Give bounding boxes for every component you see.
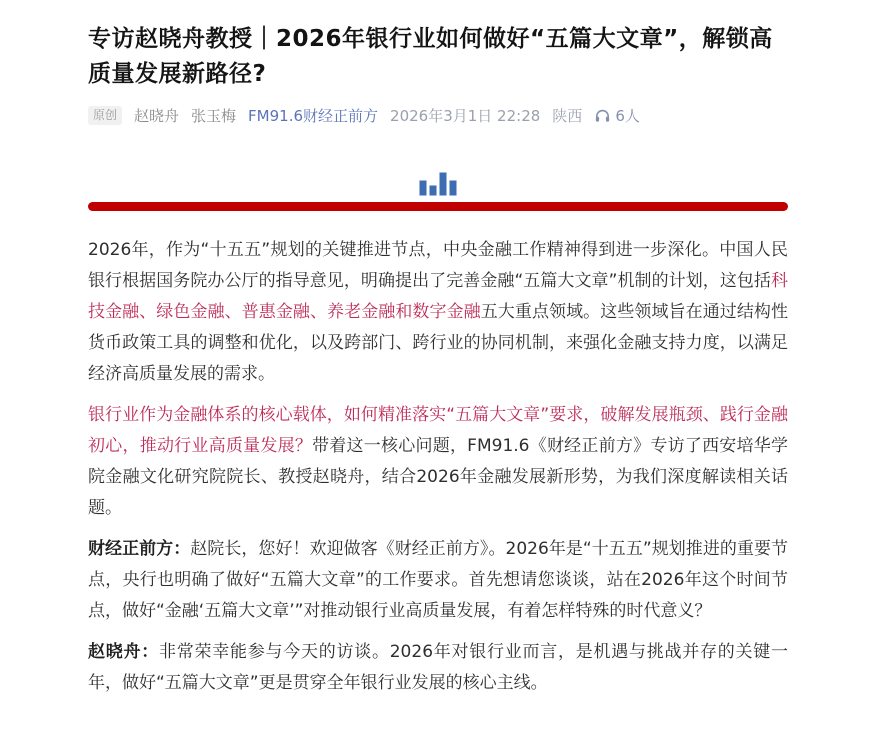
headphone-icon (594, 107, 611, 124)
paragraph-text: 带着这一核心问题，FM91.6《财经正前方》专访了西安培华学院金融文化研究院院长、教授赵晓舟，结合2026年金融发展新形势，为我们深度解读相关话题。 (88, 436, 789, 518)
byline (88, 105, 788, 126)
audio-placeholder[interactable] (88, 168, 788, 196)
article-body (88, 235, 788, 699)
paragraph-text: 赵院长，您好！欢迎做客《财经正前方》。2026年是“十五五”规划推进的重要节点，央行也明确了做好“五篇大文章”的工作要求。首先想请您谈谈，站在2026年这个时间节点，做好“金融‘五篇大文章’”对推动银行业高质量发展，有着怎样特殊的时代意义？ (88, 539, 788, 621)
author-name: 赵晓舟 (134, 107, 180, 125)
highlighted-text: 科技金融、绿色金融、普惠金融、养老金融和数字金融 (88, 271, 788, 322)
publish-location: 陕西 (552, 107, 583, 125)
paragraph-text: 非常荣幸能参与今天的访谈。2026年对银行业而言，是机遇与挑战并存的关键一年，做好“五篇大文章”更是贯穿全年银行业发展的核心主线。 (88, 642, 788, 693)
paragraph-intro (88, 235, 788, 390)
paragraph-interview-a (88, 637, 788, 699)
listen-count-label: 6人 (615, 107, 640, 125)
article-page (88, 0, 788, 699)
highlighted-text: 银行业作为金融体系的核心载体，如何精准落实“五篇大文章”要求，破解发展瓶颈、践行金融初心，推动行业高质量发展？ (88, 405, 788, 456)
paragraph-question-lead (88, 400, 788, 524)
chart-bars-icon (419, 168, 457, 196)
paragraph-text: 2026年，作为“十五五”规划的关键推进节点，中央金融工作精神得到进一步深化。中国人民银行根据国务院办公厅的指导意见，明确提出了完善金融“五篇大文章”机制的计划，这包括 (88, 240, 788, 291)
paragraph-text: 五大重点领域。这些领域旨在通过结构性货币政策工具的调整和优化，以及跨部门、跨行业的协同机制，来强化金融支持力度，以满足经济高质量发展的需求。 (88, 302, 789, 384)
speaker-label: 财经正前方： (88, 539, 191, 559)
account-link[interactable]: FM91.6财经正前方 (248, 107, 379, 125)
publish-date: 2026年3月1日 22:28 (390, 107, 541, 125)
original-badge: 原创 (88, 106, 122, 125)
listen-count[interactable] (594, 105, 640, 126)
red-divider (88, 202, 788, 211)
paragraph-interview-q (88, 534, 788, 627)
speaker-label: 赵晓舟： (88, 642, 159, 662)
page-title: 专访赵晓舟教授｜2026年银行业如何做好“五篇大文章”，解锁高质量发展新路径? (88, 26, 773, 87)
author-name: 张玉梅 (191, 107, 237, 125)
